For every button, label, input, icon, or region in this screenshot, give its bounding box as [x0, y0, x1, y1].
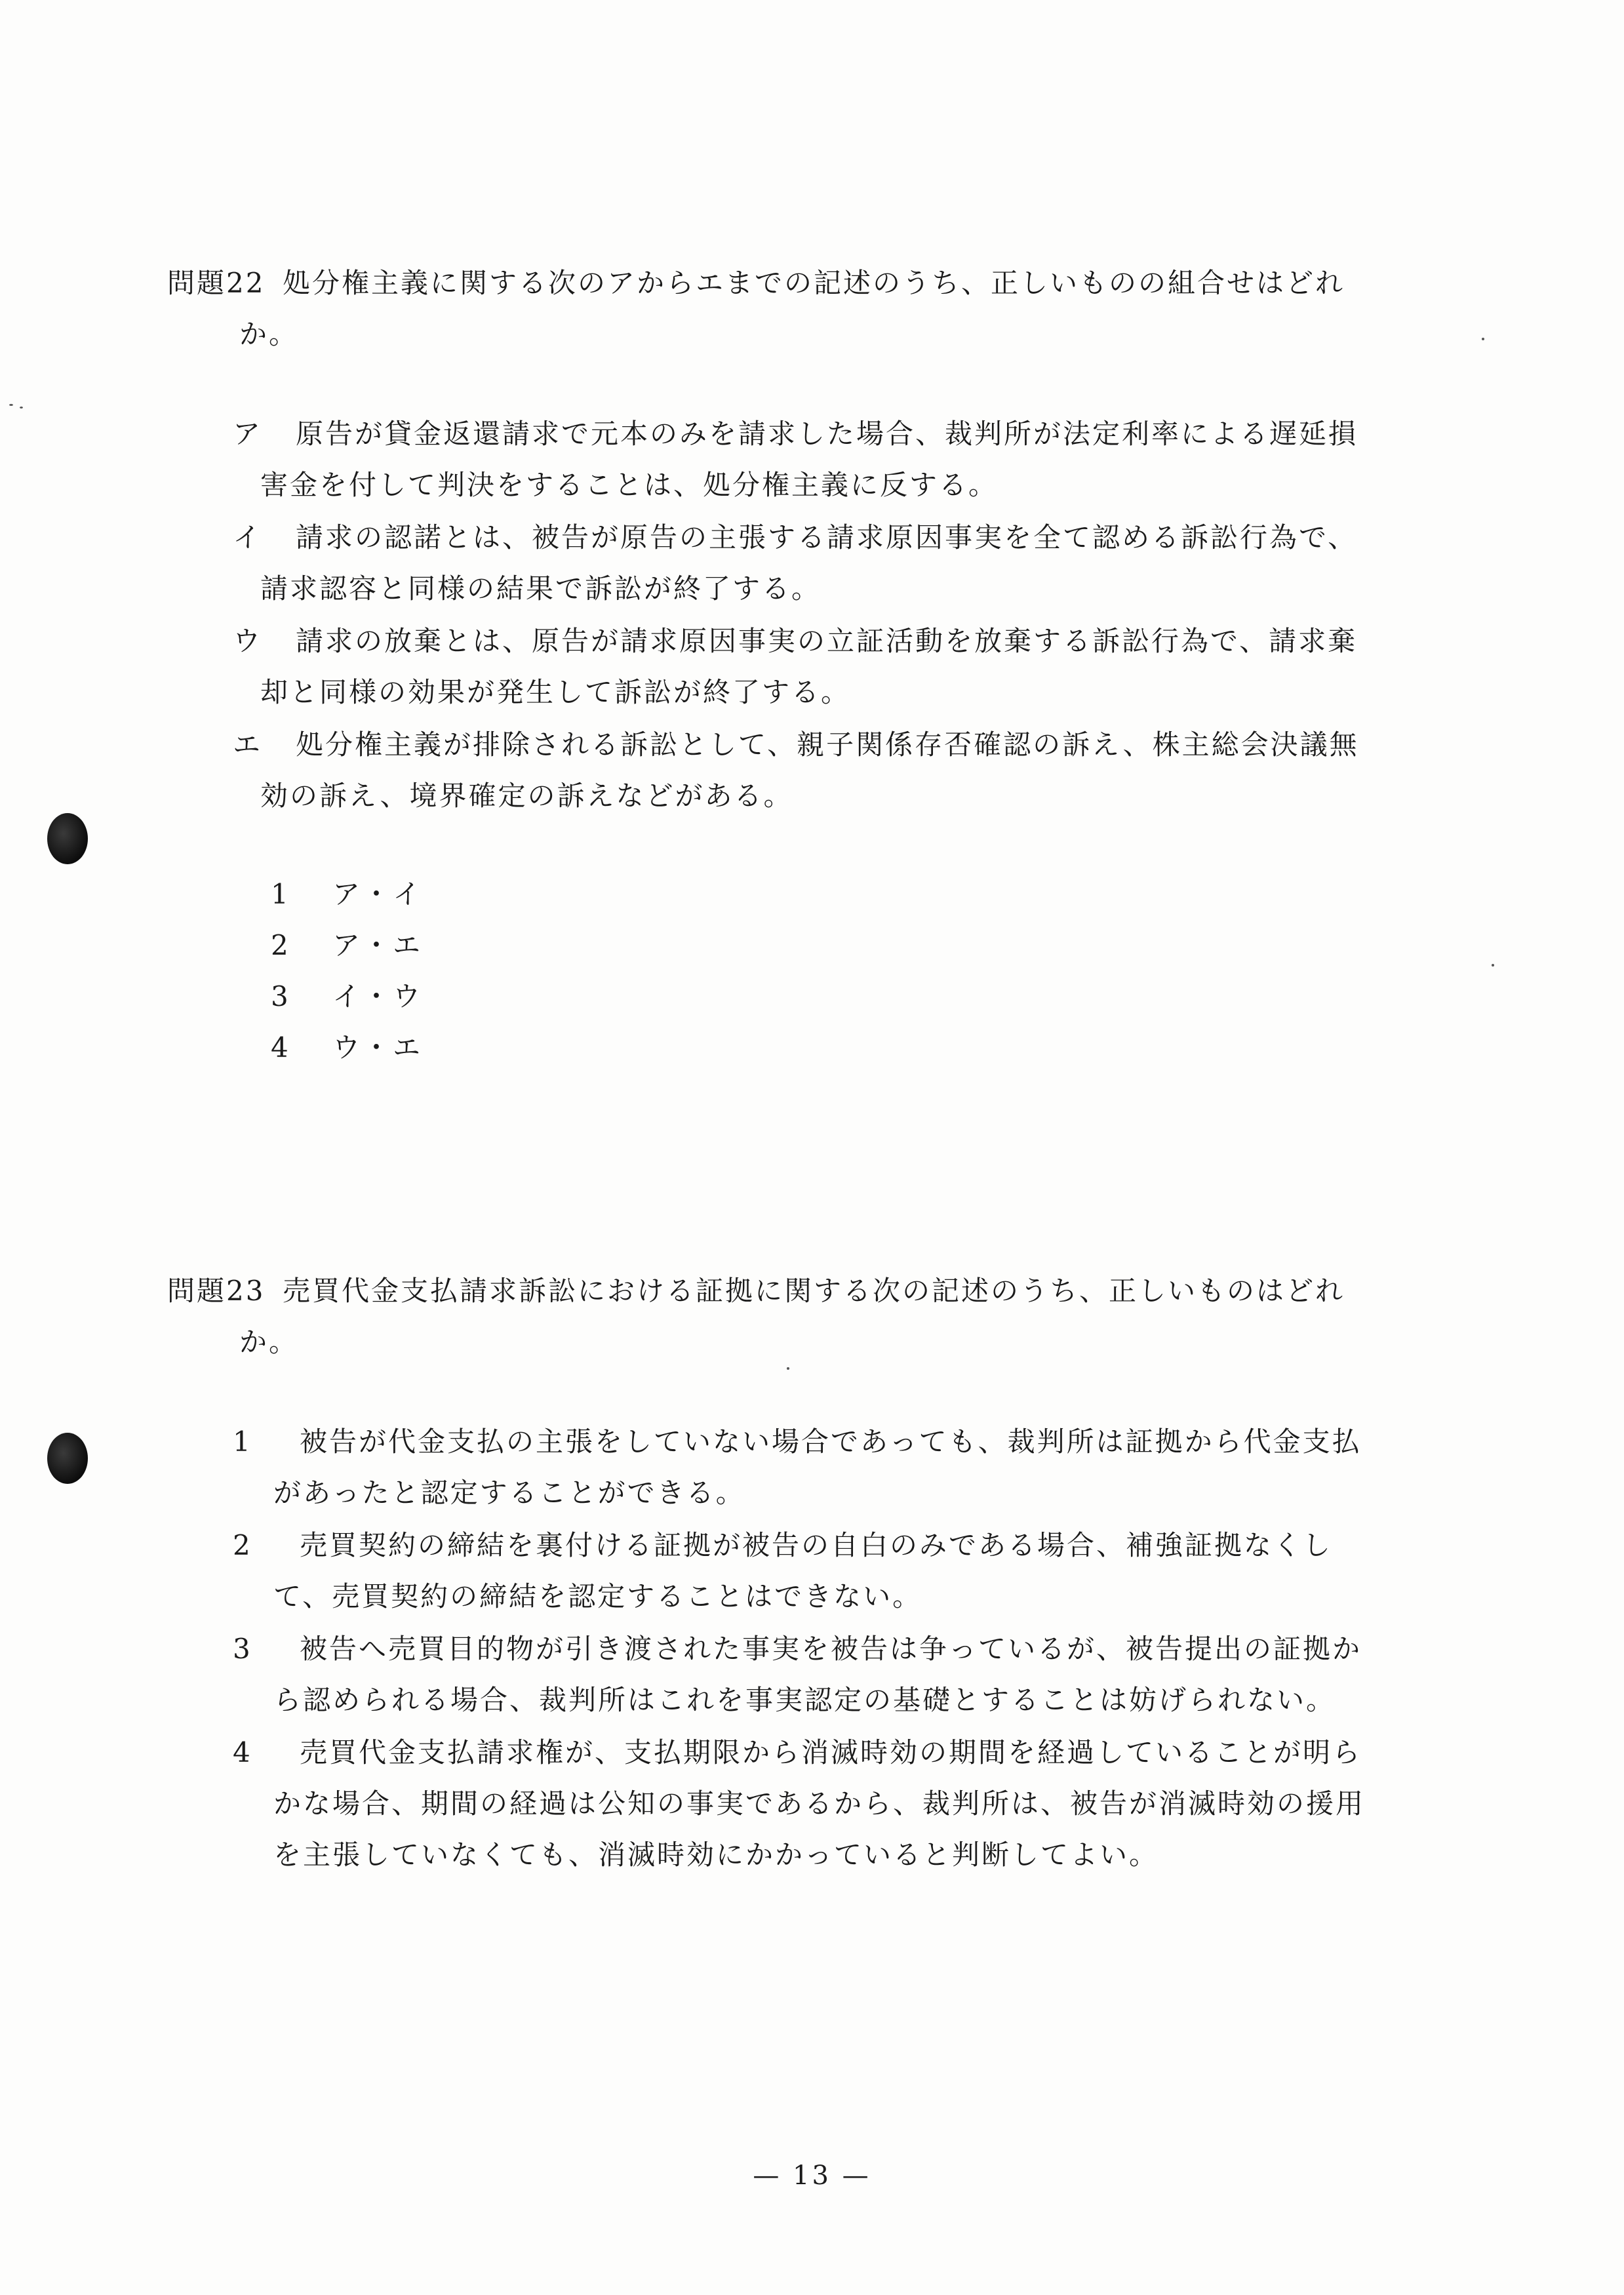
- scan-speck: [1492, 964, 1494, 967]
- choice-number: 3: [271, 980, 291, 1012]
- question-23: [167, 1266, 1413, 1881]
- scan-speck: [9, 404, 13, 406]
- scan-speck: [1482, 338, 1484, 340]
- option-4: [167, 1727, 1413, 1881]
- question-23-stem-line1: 売買代金支払請求訴訟における証拠に関する次の記述のうち、正しいものはどれ: [283, 1275, 1345, 1307]
- statement-text-cont: 請求認容と同様の結果で訴訟が終了する。: [260, 572, 822, 605]
- statement-text-cont: 却と同様の効果が発生して訴訟が終了する。: [260, 676, 851, 708]
- statement-u: [167, 616, 1413, 718]
- question-22-stem-line2: か。: [239, 318, 299, 350]
- option-text-cont: て、売買契約の締結を認定することはできない。: [273, 1580, 922, 1612]
- question-22-stem-cont: [167, 309, 1413, 360]
- answer-choice-4: [271, 1022, 1413, 1073]
- option-number: 1: [233, 1426, 252, 1458]
- option-text-cont: を主張していなくても、消滅時効にかかっていると判断してよい。: [273, 1839, 1159, 1871]
- option-text: 売買代金支払請求権が、支払期限から消滅時効の期間を経過していることが明ら: [300, 1736, 1362, 1768]
- scan-speck: [20, 407, 23, 409]
- question-22-number: 問題22: [167, 267, 266, 299]
- page-number: — 13 —: [753, 2161, 871, 2191]
- option-text: 被告へ売買目的物が引き渡された事実を被告は争っているが、被告提出の証拠か: [300, 1633, 1362, 1665]
- punch-hole-bottom: [47, 1433, 88, 1484]
- question-23-stem-line2: か。: [239, 1326, 299, 1358]
- question-23-stem-cont: [167, 1317, 1413, 1368]
- question-22: [167, 258, 1413, 1073]
- option-3: [167, 1624, 1413, 1726]
- option-text-cont: があったと認定することができる。: [273, 1477, 745, 1509]
- option-text-cont: ら認められる場合、裁判所はこれを事実認定の基礎とすることは妨げられない。: [273, 1684, 1336, 1716]
- choice-number: 1: [271, 878, 291, 910]
- statement-mark: ア: [233, 418, 263, 450]
- option-2: [167, 1520, 1413, 1622]
- choice-text: ア・エ: [332, 929, 424, 961]
- answer-choice-1: [271, 869, 1413, 920]
- question-22-stem: [167, 258, 1413, 309]
- statement-text-cont: 効の訴え、境界確定の訴えなどがある。: [260, 780, 793, 812]
- punch-hole-top: [47, 813, 88, 864]
- option-number: 4: [233, 1736, 252, 1768]
- statement-text-cont: 害金を付して判決をすることは、処分権主義に反する。: [260, 469, 999, 501]
- choice-text: ウ・エ: [332, 1031, 424, 1064]
- option-1: [167, 1416, 1413, 1519]
- question-22-stem-line1: 処分権主義に関する次のアからエまでの記述のうち、正しいものの組合せはどれ: [283, 267, 1345, 299]
- choice-text: ア・イ: [332, 878, 424, 910]
- statement-i: [167, 512, 1413, 614]
- choice-number: 4: [271, 1031, 291, 1064]
- question-23-number: 問題23: [167, 1275, 266, 1307]
- statement-text: 原告が貸金返還請求で元本のみを請求した場合、裁判所が法定利率による遅延損: [296, 418, 1358, 450]
- answer-choices-22: [167, 869, 1413, 1073]
- option-text-cont: かな場合、期間の経過は公知の事実であるから、裁判所は、被告が消滅時効の援用: [273, 1787, 1366, 1820]
- statement-text: 処分権主義が排除される訴訟として、親子関係存否確認の訴え、株主総会決議無: [296, 728, 1359, 761]
- choice-number: 2: [271, 929, 291, 961]
- question-23-stem: [167, 1266, 1413, 1317]
- statement-a: [167, 409, 1413, 511]
- answer-choice-2: [271, 920, 1413, 971]
- option-number: 3: [233, 1633, 252, 1665]
- statement-text: 請求の認諾とは、被告が原告の主張する請求原因事実を全て認める訴訟行為で、: [296, 521, 1358, 553]
- choice-text: イ・ウ: [332, 980, 424, 1012]
- option-number: 2: [233, 1529, 252, 1561]
- statement-text: 請求の放棄とは、原告が請求原因事実の立証活動を放棄する訴訟行為で、請求棄: [296, 625, 1358, 657]
- answer-choice-3: [271, 971, 1413, 1022]
- statement-e: [167, 719, 1413, 822]
- option-text: 被告が代金支払の主張をしていない場合であっても、裁判所は証拠から代金支払: [300, 1426, 1362, 1458]
- statement-mark: ウ: [233, 625, 263, 657]
- statement-mark: イ: [233, 521, 263, 553]
- statement-mark: エ: [233, 728, 263, 761]
- option-text: 売買契約の締結を裏付ける証拠が被告の自白のみである場合、補強証拠なくし: [300, 1529, 1333, 1561]
